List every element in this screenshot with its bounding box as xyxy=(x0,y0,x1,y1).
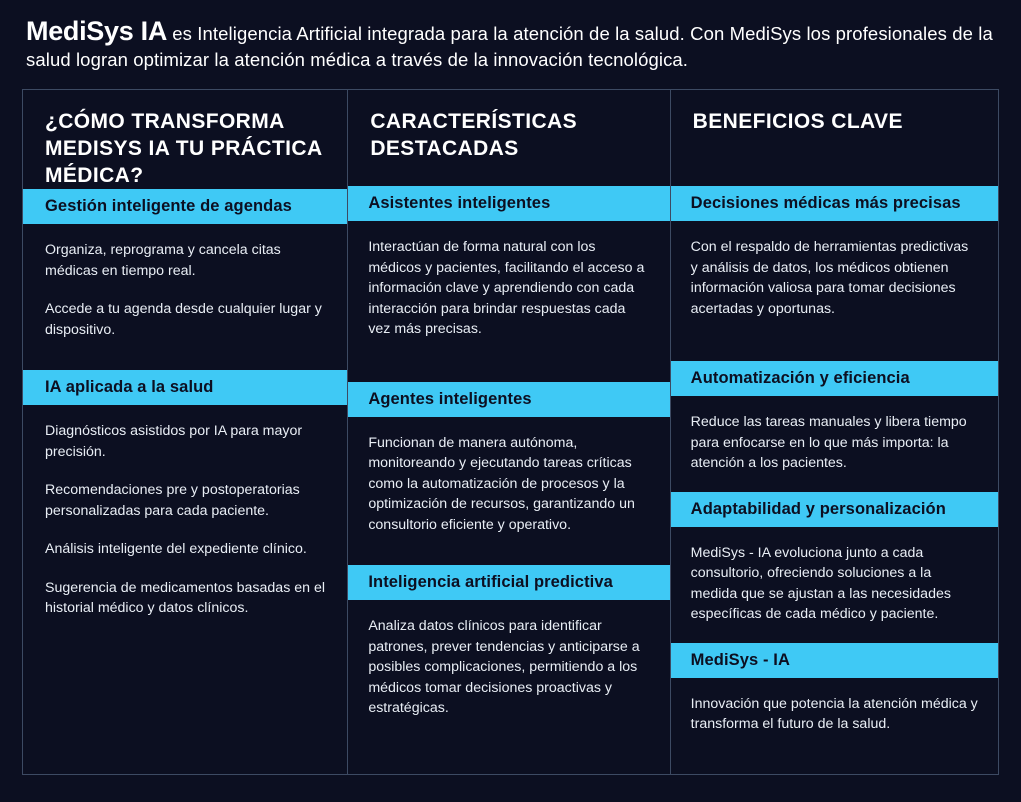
column-header: BENEFICIOS CLAVE xyxy=(692,110,903,133)
section-body-adaptabilidad xyxy=(671,527,998,633)
spacer xyxy=(348,543,669,565)
spacer xyxy=(348,348,669,382)
brand-name: MediSys IA xyxy=(26,16,168,46)
paragraph: Con el respaldo de herramientas predictivas y análisis de datos, los médicos obtienen información valiosa para tomar decisiones acertadas y oportunas. xyxy=(690,239,969,317)
section-body-agentes xyxy=(348,417,669,544)
section-title-predictiva: Inteligencia artificial predictiva xyxy=(348,565,669,600)
spacer xyxy=(671,482,998,492)
column-transformation xyxy=(23,90,348,774)
section-title-asistentes: Asistentes inteligentes xyxy=(348,186,669,221)
paragraph: Organiza, reprograma y cancela citas médicas en tiempo real. xyxy=(45,242,281,279)
paragraph: Análisis inteligente del expediente clínico. xyxy=(45,541,307,557)
column-header: CARACTERÍSTICAS DESTACADAS xyxy=(370,110,577,160)
section-body-decisiones xyxy=(671,221,998,327)
section-title-automatizacion: Automatización y eficiencia xyxy=(671,361,998,396)
section-body-agendas xyxy=(23,224,347,348)
spacer xyxy=(671,633,998,643)
intro-text: es Inteligencia Artificial integrada para la atención de la salud. Con MediSys los profesionales de la salud logran optimizar la atención médica a través de la innovación tecnológica. xyxy=(26,23,993,70)
spacer xyxy=(23,348,347,370)
paragraph: Analiza datos clínicos para identificar patrones, prever tendencias y anticiparse a posibles complicaciones, permitiendo a los médicos tomar decisiones proactivas y estratégicas. xyxy=(368,618,640,716)
section-title-medisys-ia: MediSys - IA xyxy=(671,643,998,678)
section-title-adaptabilidad: Adaptabilidad y personalización xyxy=(671,492,998,527)
paragraph: Reduce las tareas manuales y libera tiempo para enfocarse en lo que más importa: la atención a los pacientes. xyxy=(690,414,967,471)
paragraph: Recomendaciones pre y postoperatorias personalizadas para cada paciente. xyxy=(45,482,300,519)
paragraph: Interactúan de forma natural con los médicos y pacientes, facilitando el acceso a información clave y aprendiendo con cada interacción para brindar respuestas cada vez más precisas. xyxy=(368,239,645,337)
section-body-automatizacion xyxy=(671,396,998,482)
paragraph: Diagnósticos asistidos por IA para mayor precisión. xyxy=(45,423,303,460)
intro-paragraph xyxy=(26,18,999,73)
section-body-predictiva xyxy=(348,600,669,727)
section-body-asistentes xyxy=(348,221,669,348)
column-header: ¿CÓMO TRANSFORMA MEDISYS IA TU PRÁCTICA MÉDICA? xyxy=(45,110,322,187)
section-title-agentes: Agentes inteligentes xyxy=(348,382,669,417)
paragraph: Accede a tu agenda desde cualquier lugar y dispositivo. xyxy=(45,301,322,338)
column-features xyxy=(348,90,670,774)
paragraph: Sugerencia de medicamentos basadas en el historial médico y datos clínicos. xyxy=(45,579,325,616)
paragraph: Funcionan de manera autónoma, monitoreando y ejecutando tareas críticas como la automatización de procesos y la optimización de recursos, garantizando un consultorio eficiente y operativo. xyxy=(368,434,635,533)
paragraph: MediSys - IA evoluciona junto a cada consultorio, ofreciendo soluciones a la medida que se ajustan a las necesidades específicas de cada médico y paciente. xyxy=(690,544,951,622)
section-title-decisiones: Decisiones médicas más precisas xyxy=(671,186,998,221)
comparison-table xyxy=(22,89,999,775)
section-title-agendas: Gestión inteligente de agendas xyxy=(23,189,347,224)
section-body-ia-salud xyxy=(23,405,347,627)
section-body-medisys-ia xyxy=(671,678,998,743)
spacer xyxy=(671,327,998,361)
column-benefits xyxy=(671,90,998,774)
paragraph: Innovación que potencia la atención médica y transforma el futuro de la salud. xyxy=(690,695,978,732)
section-title-ia-salud: IA aplicada a la salud xyxy=(23,370,347,405)
